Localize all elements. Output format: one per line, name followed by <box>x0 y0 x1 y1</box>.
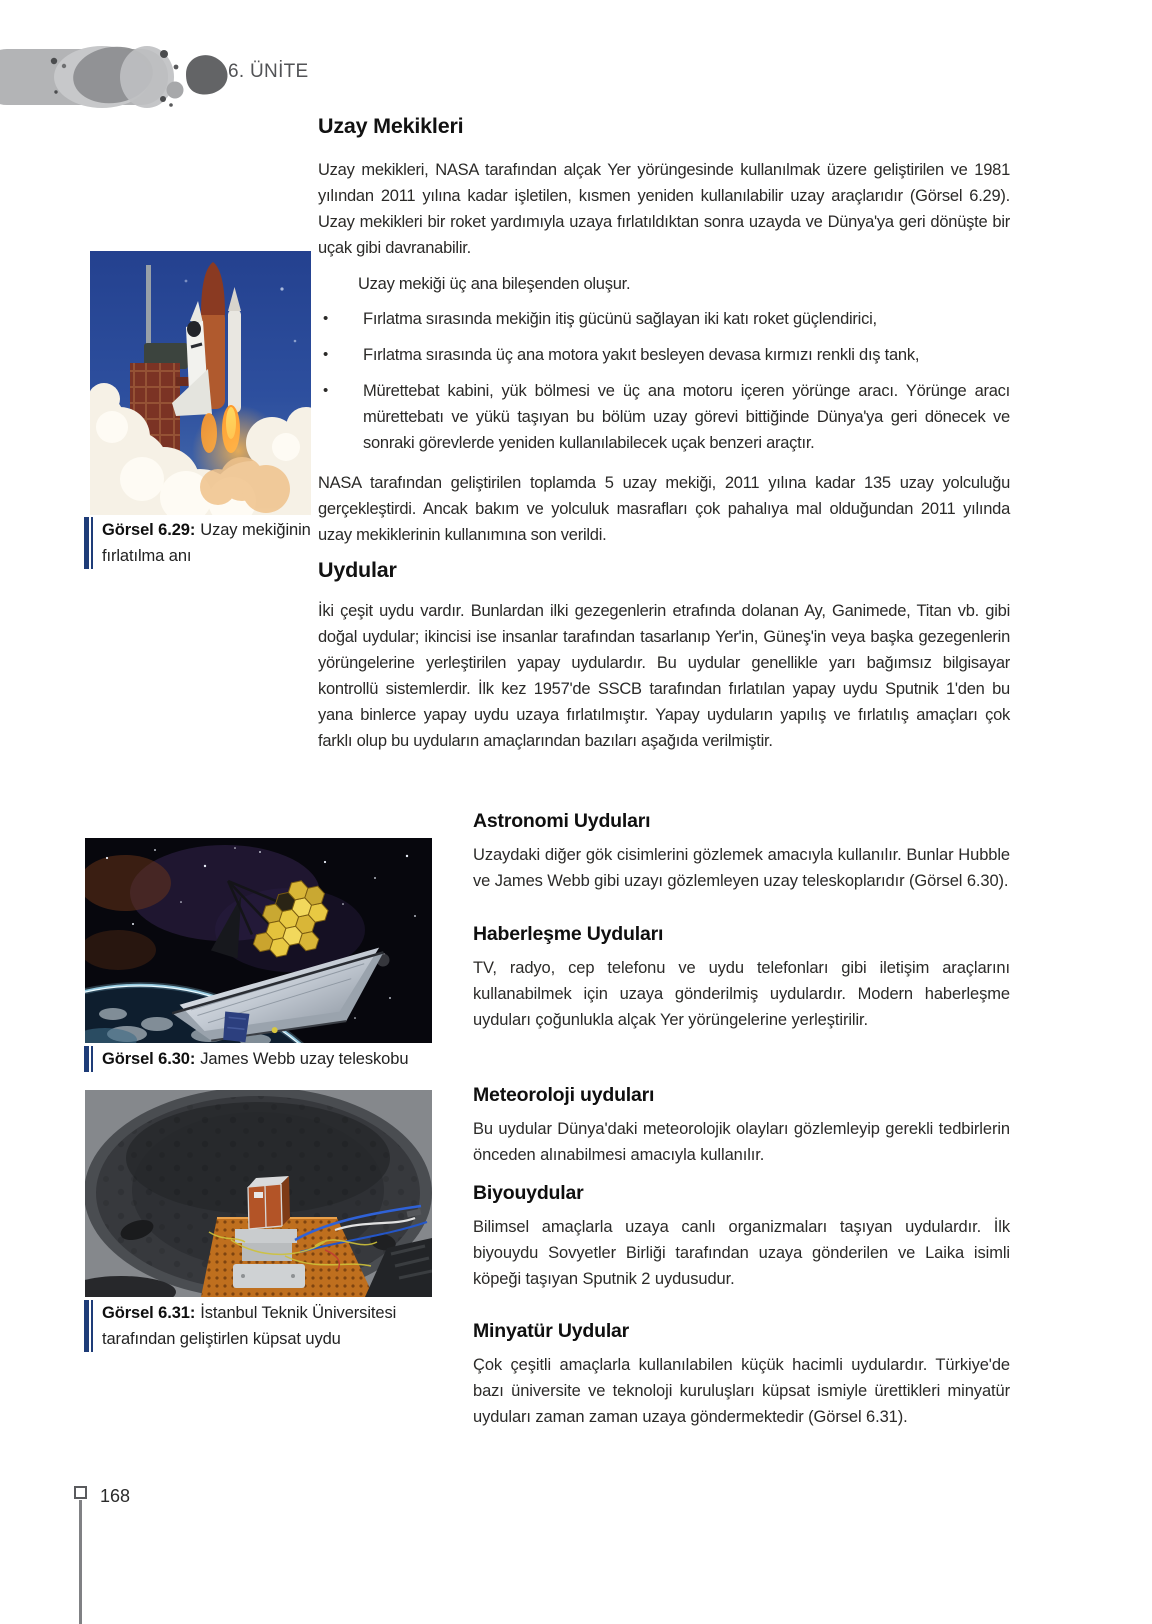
shuttle-intro-line: Uzay mekiği üç ana bileşenden oluşur. <box>358 275 631 293</box>
figure-james-webb-image <box>85 838 432 1043</box>
caption-text: İstanbul Teknik Üniversitesi tarafından geliştirlen küpsat uydu <box>102 1304 397 1348</box>
section-title-uzay-mekikleri: Uzay Mekikleri <box>318 114 464 138</box>
caption-label: Görsel 6.31: <box>102 1304 196 1322</box>
subsection-paragraph: Bu uydular Dünya'daki meteorolojik olayları gözlemleyip gerekli tedbirlerin önceden alınabilmesi amacıyla kullanılır. <box>473 1120 1010 1164</box>
page-margin-line <box>79 1500 82 1624</box>
page-margin-pin-icon <box>74 1486 87 1499</box>
subsection-title: Minyatür Uydular <box>473 1320 630 1342</box>
uydular-paragraph: İki çeşit uydu vardır. Bunlardan ilki gezegenlerin etrafında dolanan Ay, Ganimede, Titan vb. gibi doğal uydular; ikincisi ise insanlar tarafından tasarlanıp Yer'in, Güneş'in veya başka gezegenlerin yörüngelerine yerleştirilen yapay uydulardır. Bu uydular genellikle yarı bağımsız bilgisayar kontrollü sistemlerdir. İlk kez 1957'de SSCB tarafından fırlatılan yapay uydu Sputnik 1'den bu yana binlerce yapay uydu uzaya fırlatılmıştır. Yapay uyduların yapılış ve fırlatılış amaçları çok farklı olup bu uyduların amaçlarından bazıları aşağıda verilmiştir. <box>318 602 1010 750</box>
bullet-item <box>318 342 1010 368</box>
bullet-text: Fırlatma sırasında üç ana motora yakıt besleyen devasa kırmızı renkli dış tank, <box>363 346 920 364</box>
figure-caption <box>84 1046 436 1072</box>
subsection-title: Astronomi Uyduları <box>473 810 651 832</box>
subsection-paragraph: Bilimsel amaçlarla uzaya canlı organizmaları taşıyan uydulardır. İlk biyouydu Sovyetler Birliği tarafından uzaya gönderilen ve Laika isimli köpeği taşıyan Sputnik 2 uydusudur. <box>473 1218 1010 1288</box>
shuttle-paragraph-1: Uzay mekikleri, NASA tarafından alçak Yer yörüngesinde kullanılmak üzere geliştirilen ve 1981 yılından 2011 yılına kadar işletilen, kısmen yeniden kullanılabilir uzay araçlarıdır (Görsel 6.29). Uzay mekikleri bir roket yardımıyla uzaya fırlatıldıktan sonra uzayda ve Dünya'ya geri dönüşte bir uçak gibi davranabilir. <box>318 161 1010 257</box>
satellite-type-section <box>473 1320 1010 1430</box>
subsection-paragraph: Çok çeşitli amaçlarla kullanılabilen küçük hacimli uydulardır. Türkiye'de bazı üniversite ve teknoloji kuruluşları küpsat ismiyle ürettikleri minyatür uyduları zaman zaman uzaya göndermektedir (Görsel 6.31). <box>473 1356 1010 1426</box>
figure-cubesat-image <box>85 1090 432 1297</box>
caption-label: Görsel 6.29: <box>102 521 196 539</box>
bullet-item <box>318 378 1010 456</box>
subsection-title: Meteoroloji uyduları <box>473 1084 655 1106</box>
page-number: 168 <box>100 1486 131 1506</box>
bullet-item <box>318 306 1010 332</box>
section-title-uydular: Uydular <box>318 558 397 582</box>
bullet-marker: • <box>323 310 329 327</box>
figure-caption <box>84 1300 436 1352</box>
subsection-paragraph: TV, radyo, cep telefonu ve uydu telefonları gibi iletişim araçlarını kullanabilmek için uzaya gönderilmiş uydulardır. Modern haberleşme uyduları çoğunlukla alçak Yer yörüngelerine yerleştirilir. <box>473 959 1010 1029</box>
satellite-type-section <box>473 1084 1010 1168</box>
bullet-text: Mürettebat kabini, yük bölmesi ve üç ana motoru içeren yörünge aracı. Yörünge aracı mürettebatı ve yükü taşıyan bu bölüm uzay görevi bittiğinde Dünya'ya geri dönecek ve sonraki görevlerde yeniden kullanılabilecek uçak benzeri araçtır. <box>363 382 1010 452</box>
figure-shuttle-launch-image <box>90 251 311 515</box>
caption-bar-icon <box>84 517 94 569</box>
shuttle-paragraph-2: NASA tarafından geliştirilen toplamda 5 uzay mekiği, 2011 yılına kadar 135 uzay yolculuğu gerçekleştirdi. Ancak bakım ve yolculuk masrafları çok pahalıya mal olduğundan 2011 yılında uzay mekiklerinin kullanımına son verildi. <box>318 474 1010 544</box>
figure-caption <box>84 517 322 569</box>
caption-bar-icon <box>84 1046 94 1072</box>
caption-text: James Webb uzay teleskobu <box>200 1050 409 1068</box>
subsection-title: Haberleşme Uyduları <box>473 923 664 945</box>
satellite-type-section <box>473 923 1010 1033</box>
bullet-marker: • <box>323 346 329 363</box>
bullet-text: Fırlatma sırasında mekiğin itiş gücünü sağlayan iki katı roket güçlendirici, <box>363 310 877 328</box>
caption-text: Uzay mekiğinin fırlatılma anı <box>102 521 311 565</box>
satellite-type-section <box>473 810 1010 894</box>
subsection-paragraph: Uzaydaki diğer gök cisimlerini gözlemek amacıyla kullanılır. Bunlar Hubble ve James Webb gibi uzayı gözlemleyen uzay teleskoplarıdır (Görsel 6.30). <box>473 846 1010 890</box>
satellite-type-section <box>473 1182 1010 1292</box>
unit-label: 6. ÜNİTE <box>228 61 309 82</box>
subsection-title: Biyouydular <box>473 1182 584 1204</box>
bullet-marker: • <box>323 382 329 399</box>
caption-bar-icon <box>84 1300 94 1352</box>
caption-label: Görsel 6.30: <box>102 1050 196 1068</box>
